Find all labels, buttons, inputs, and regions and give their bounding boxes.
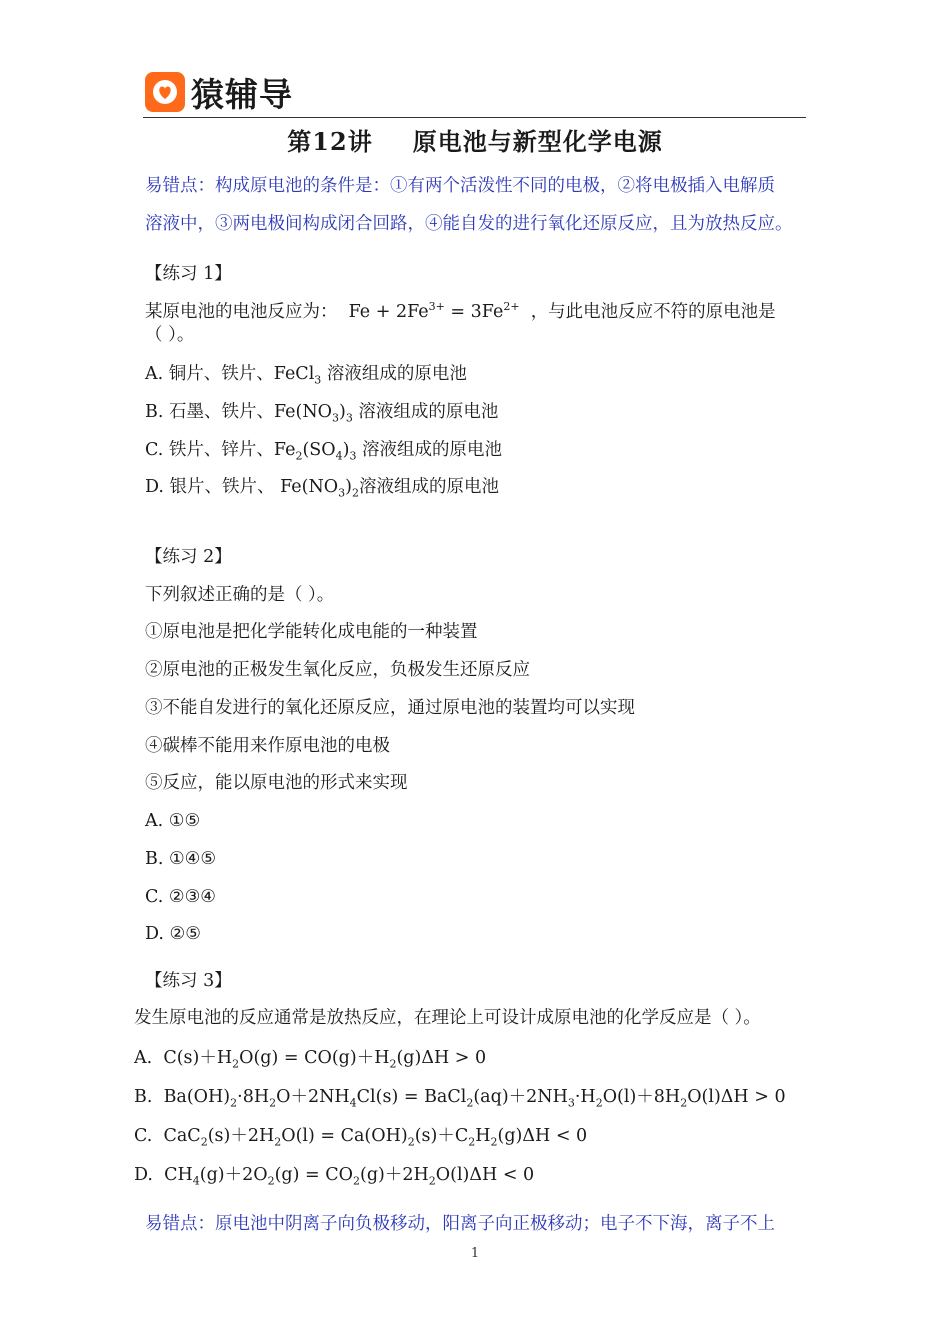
tip2-line1: 易错点：原电池中阴离子向负极移动，阳离子向正极移动；电子不下海，离子不上 (145, 1214, 775, 1234)
ex1-option-b: B. 石墨、铁片、$Fe(NO_3)_3$ 溶液组成的原电池 (145, 402, 499, 425)
lecture-number: 第12讲 (287, 127, 373, 156)
tip1-line1: 易错点：构成原电池的条件是：①有两个活泼性不同的电极，②将电极插入电解质 (145, 176, 775, 196)
ex2-statement-1: ①原电池是把化学能转化成电能的一种装置 (145, 622, 478, 642)
page-number: 1 (470, 1246, 480, 1261)
tip1-line2: 溶液中，③两电极间构成闭合回路，④能自发的进行氧化还原反应，且为放热反应。 (145, 214, 793, 234)
brand-name: 猿辅导 (191, 74, 293, 114)
ex2-option-a: A. ①⑤ (145, 811, 201, 831)
ex1-stem-answer: （ ）。 (145, 325, 195, 345)
ex2-statement-2: ②原电池的正极发生氧化反应，负极发生还原反应 (145, 660, 530, 680)
heart-logo-icon (145, 72, 185, 112)
header-divider (143, 117, 806, 118)
ex2-option-b: B. ①④⑤ (145, 849, 217, 869)
ex1-heading: 【练习 1】 (145, 264, 232, 284)
ex2-option-d: D. ②⑤ (145, 924, 201, 944)
ex1-stem: 某原电池的电池反应为： $Fe + 2Fe^{3+} = 3Fe^{2+}$ ，与此电池反应不符的原电池是 (145, 300, 776, 322)
ex1-option-a: A. 铜片、铁片、FeCl$_3$ 溶液组成的原电池 (145, 364, 467, 387)
ex3-stem: 发生原电池的反应通常是放热反应，在理论上可设计成原电池的化学反应是（ ）。 (134, 1008, 761, 1028)
ex3-option-a: A. $C(s)+H_2O(g) = CO(g)+H_2(g)\Delta H > 0$ (134, 1048, 487, 1071)
ex2-heading: 【练习 2】 (145, 547, 232, 567)
ex1-option-d: D. 银片、铁片、 $Fe(NO_3)_2$溶液组成的原电池 (145, 477, 499, 500)
brand-logo (145, 70, 293, 114)
ex2-option-c: C. ②③④ (145, 887, 216, 907)
ex3-option-c: C. $CaC_2(s)+2H_2O(l) = Ca(OH)_2(s)+C_2H_2(g)\Delta H < 0$ (134, 1126, 588, 1149)
lecture-topic: 原电池与新型化学电源 (412, 127, 663, 156)
ex1-option-c: C. 铁片、锌片、$Fe_2(SO_4)_3$ 溶液组成的原电池 (145, 440, 503, 463)
ex2-statement-3: ③不能自发进行的氧化还原反应，通过原电池的装置均可以实现 (145, 698, 635, 718)
ex3-option-d: D. $CH_4(g)+2O_2(g) = CO_2(g)+2H_2O(l)\Delta H < 0$ (134, 1165, 535, 1188)
ex3-option-b: B. $Ba(OH)_2\cdot 8H_2O+2NH_4Cl(s)$ = $BaCl_2(aq)+2NH_3\cdot H_2O(l)+8H_2O(l)\Delta H > 0$ (134, 1087, 786, 1110)
ex2-stem: 下列叙述正确的是（ ）。 (145, 585, 335, 605)
page-title (0, 124, 950, 160)
ex2-statement-5: ⑤反应，能以原电池的形式来实现 (145, 773, 408, 793)
ex3-heading: 【练习 3】 (145, 971, 232, 991)
ex2-statement-4: ④碳棒不能用来作原电池的电极 (145, 736, 390, 756)
